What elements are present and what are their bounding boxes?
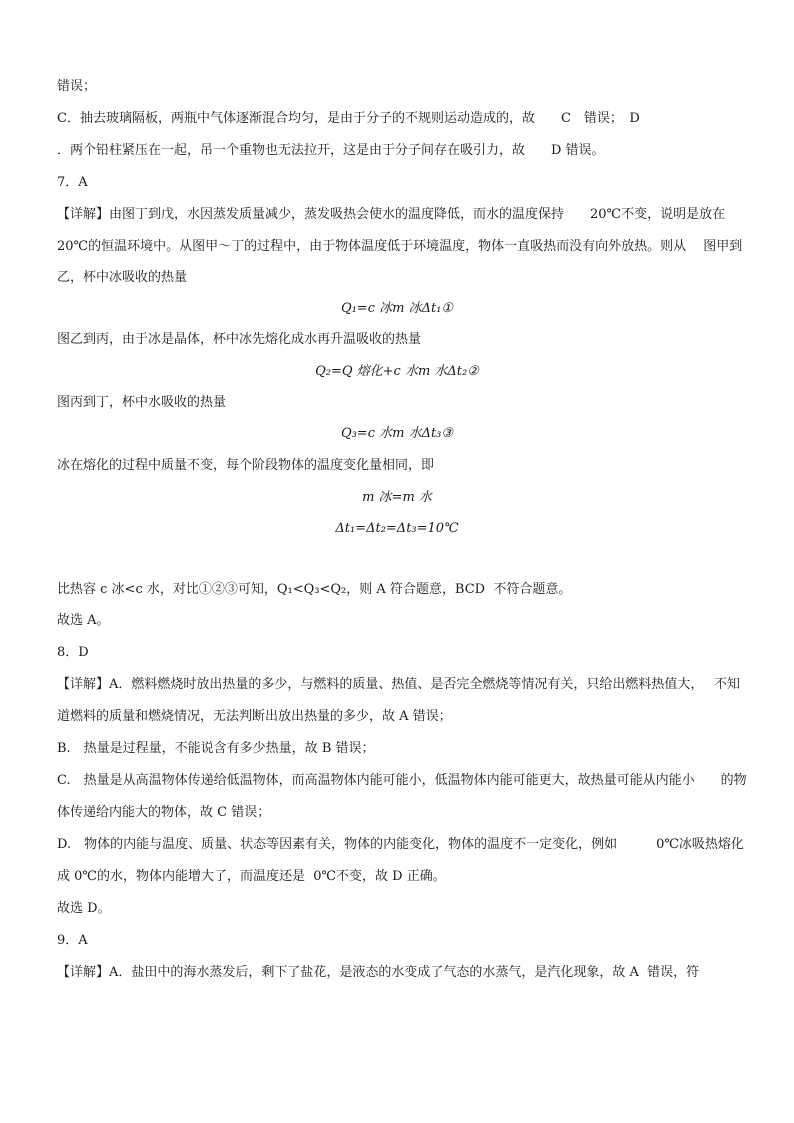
text-line: ．两个铅柱紧压在一起，吊一个重物也无法拉开，这是由于分子间存在吸引力，故 D 错误。 [57,143,605,158]
text-line: 图丙到丁，杯中水吸收的热量 [57,395,227,410]
text-line: C．抽去玻璃隔板，两瓶中气体逐渐混合均匀，是由于分子的不规则运动造成的，故 C 错误； D [57,111,640,126]
equation-2: Q₂=Q 熔化+c 水m 水Δt₂② [315,364,479,379]
text-line: 故选 A。 [57,613,110,628]
question-number: 9．A [57,933,88,948]
text-line: B. 热量是过程量，不能说含有多少热量，故 B 错误； [57,741,375,756]
text-line: 冰在熔化的过程中质量不变，每个阶段物体的温度变化量相同，即 [57,458,435,473]
text-line: 道燃料的质量和燃烧情况，无法判断出放出热量的多少，故 A 错误； [57,709,452,724]
text-line: 【详解】A．盐田中的海水蒸发后，剩下了盐花，是液态的水变成了气态的水蒸气，是汽化现象，故 A 错误，符 [57,965,700,980]
text-line: 【详解】A．燃料燃烧时放出热量的多少，与燃料的质量、热值、是否完全燃烧等情况有关，只给出燃料热值大， 不知 [57,677,741,692]
equation-3: Q₃=c 水m 水Δt₃③ [340,426,454,441]
text-line: 图乙到丙，由于冰是晶体，杯中冰先熔化成水再升温吸收的热量 [57,332,422,347]
question-number: 7．A [57,175,88,190]
text-line: 成 0℃的水，物体内能增大了，而温度还是 0℃不变，故 D 正确。 [57,869,446,884]
text-line: 乙，杯中冰吸收的热量 [57,270,188,285]
text-line: D. 物体的内能与温度、质量、状态等因素有关，物体的内能变化，物体的温度不一定变化，例如 0℃冰吸热熔化 [57,837,744,852]
text-line: 20℃的恒温环境中。从图甲～丁的过程中，由于物体温度低于环境温度，物体一直吸热而没有向外放热。则从 图甲到 [57,239,743,254]
text-line: 故选 D。 [57,901,111,916]
question-number: 8．D [57,645,89,660]
text-line: 比热容 c 冰<c 水，对比①②③可知，Q₁<Q₃<Q₂，则 A 符合题意，BCD 不符合题意。 [57,582,572,597]
text-line: 错误； [57,79,97,94]
equation-1: Q₁=c 冰m 冰Δt₁① [340,301,454,316]
equation-4: m 冰=m 水 [362,490,432,505]
text-line: 体传递给内能大的物体，故 C 错误； [57,805,271,820]
equation-5: Δt₁=Δt₂=Δt₃=10℃ [335,521,459,536]
text-line: 【详解】由图丁到戊，水因蒸发质量减少，蒸发吸热会使水的温度降低，而水的温度保持 20℃不变，说明是放在 [57,207,726,222]
text-line: C. 热量是从高温物体传递给低温物体，而高温物体内能可能小，低温物体内能可能更大，故热量可能从内能小 的物 [57,773,747,788]
